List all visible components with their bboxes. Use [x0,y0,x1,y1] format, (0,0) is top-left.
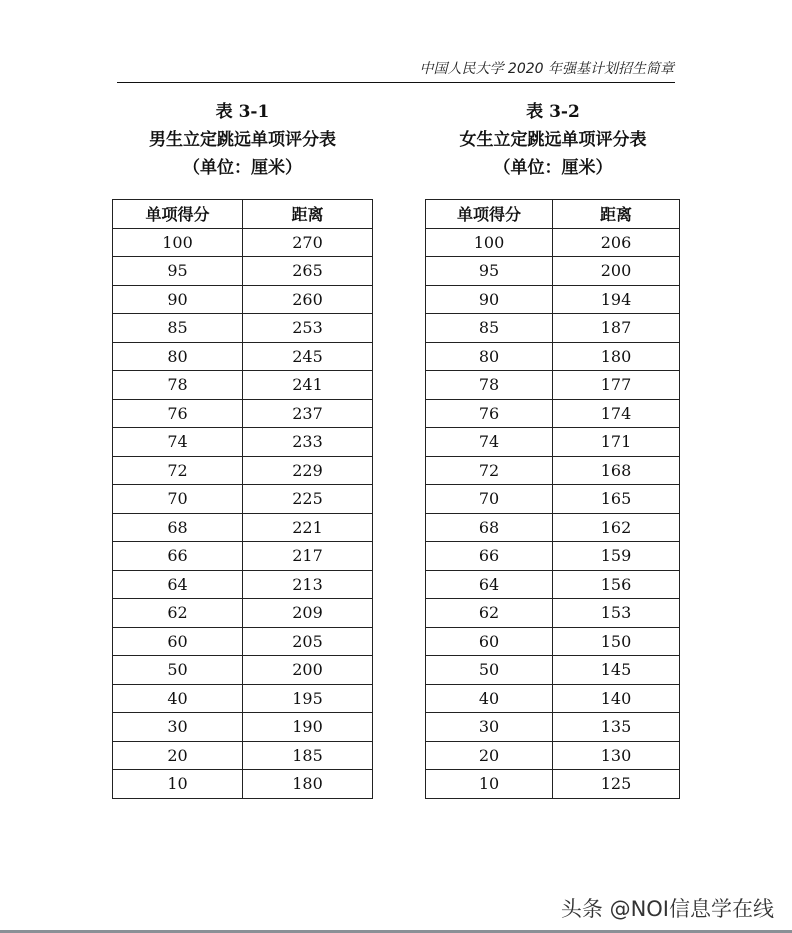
distance-cell: 159 [553,542,680,571]
score-cell: 85 [113,314,243,343]
score-cell: 95 [426,257,553,286]
table-row [426,513,680,542]
table-row [113,542,373,571]
score-cell: 66 [426,542,553,571]
table-row [426,627,680,656]
score-cell: 90 [113,285,243,314]
score-cell: 40 [113,684,243,713]
table-number: 表 3-2 [526,102,580,122]
distance-cell: 135 [553,713,680,742]
distance-cell: 145 [553,656,680,685]
table-row [426,257,680,286]
score-cell: 72 [426,456,553,485]
score-cell: 50 [426,656,553,685]
distance-cell: 213 [243,570,373,599]
score-cell: 85 [426,314,553,343]
distance-cell: 174 [553,399,680,428]
table-unit: （单位：厘米） [493,158,613,178]
table-row [113,257,373,286]
distance-cell: 180 [553,342,680,371]
distance-cell: 180 [243,770,373,799]
score-cell: 68 [113,513,243,542]
distance-cell: 171 [553,428,680,457]
distance-cell: 253 [243,314,373,343]
score-cell: 60 [113,627,243,656]
score-cell: 62 [426,599,553,628]
table-row [113,371,373,400]
column-header-distance: 距离 [243,200,373,229]
distance-cell: 225 [243,485,373,514]
score-cell: 78 [426,371,553,400]
distance-cell: 205 [243,627,373,656]
table-row [426,314,680,343]
distance-cell: 217 [243,542,373,571]
table-title: 女生立定跳远单项评分表 [459,130,647,150]
distance-cell: 209 [243,599,373,628]
distance-cell: 185 [243,741,373,770]
table-row [426,285,680,314]
distance-cell: 265 [243,257,373,286]
table-row [426,428,680,457]
table-row [113,228,373,257]
distance-cell: 241 [243,371,373,400]
score-cell: 30 [113,713,243,742]
table-row [426,342,680,371]
table-row [113,428,373,457]
table-row [113,770,373,799]
score-cell: 64 [113,570,243,599]
table-row [426,542,680,571]
table-row [113,627,373,656]
distance-cell: 165 [553,485,680,514]
table-row [113,656,373,685]
table-block-female [425,98,681,799]
score-cell: 68 [426,513,553,542]
table-row [426,770,680,799]
score-cell: 74 [113,428,243,457]
table-row [113,570,373,599]
table-row [113,599,373,628]
table-block-male [112,98,373,799]
score-cell: 70 [426,485,553,514]
score-cell: 64 [426,570,553,599]
table-row [426,741,680,770]
distance-cell: 150 [553,627,680,656]
score-cell: 50 [113,656,243,685]
table-row [113,713,373,742]
table-row [113,399,373,428]
distance-cell: 125 [553,770,680,799]
column-header-score: 单项得分 [113,200,243,229]
score-cell: 62 [113,599,243,628]
watermark: 头条 @NOI信息学在线 [560,897,774,921]
score-cell: 78 [113,371,243,400]
column-header-score: 单项得分 [426,200,553,229]
distance-cell: 177 [553,371,680,400]
header-rule [117,82,675,83]
score-table-male [112,199,373,799]
distance-cell: 162 [553,513,680,542]
table-row [426,599,680,628]
distance-cell: 130 [553,741,680,770]
table-row [426,371,680,400]
table-row [426,656,680,685]
distance-cell: 206 [553,228,680,257]
distance-cell: 229 [243,456,373,485]
score-cell: 10 [426,770,553,799]
distance-cell: 200 [553,257,680,286]
score-cell: 80 [426,342,553,371]
score-cell: 74 [426,428,553,457]
column-header-distance: 距离 [553,200,680,229]
table-row [113,684,373,713]
score-cell: 60 [426,627,553,656]
distance-cell: 237 [243,399,373,428]
score-cell: 20 [426,741,553,770]
distance-cell: 153 [553,599,680,628]
score-cell: 10 [113,770,243,799]
table-row [426,713,680,742]
table-row [426,228,680,257]
distance-cell: 156 [553,570,680,599]
score-cell: 100 [113,228,243,257]
table-row [113,741,373,770]
distance-cell: 168 [553,456,680,485]
distance-cell: 187 [553,314,680,343]
table-row [113,485,373,514]
distance-cell: 221 [243,513,373,542]
distance-cell: 245 [243,342,373,371]
table-row [113,342,373,371]
distance-cell: 260 [243,285,373,314]
score-cell: 66 [113,542,243,571]
distance-cell: 140 [553,684,680,713]
score-cell: 72 [113,456,243,485]
score-cell: 90 [426,285,553,314]
table-number: 表 3-1 [215,102,270,122]
running-header: 中国人民大学 2020 年强基计划招生简章 [419,61,674,77]
table-title: 男生立定跳远单项评分表 [149,130,336,150]
score-cell: 95 [113,257,243,286]
table-row [113,285,373,314]
table-row [113,456,373,485]
table-row [426,485,680,514]
score-cell: 76 [426,399,553,428]
table-unit: （单位：厘米） [183,158,302,178]
distance-cell: 200 [243,656,373,685]
table-row [426,684,680,713]
table-row [113,314,373,343]
score-cell: 20 [113,741,243,770]
score-cell: 80 [113,342,243,371]
table-row [426,456,680,485]
table-row [113,513,373,542]
distance-cell: 233 [243,428,373,457]
score-cell: 40 [426,684,553,713]
table-row [426,570,680,599]
distance-cell: 190 [243,713,373,742]
distance-cell: 270 [243,228,373,257]
score-cell: 70 [113,485,243,514]
distance-cell: 195 [243,684,373,713]
table-row [426,399,680,428]
distance-cell: 194 [553,285,680,314]
score-table-female [425,199,680,799]
score-cell: 100 [426,228,553,257]
score-cell: 30 [426,713,553,742]
score-cell: 76 [113,399,243,428]
